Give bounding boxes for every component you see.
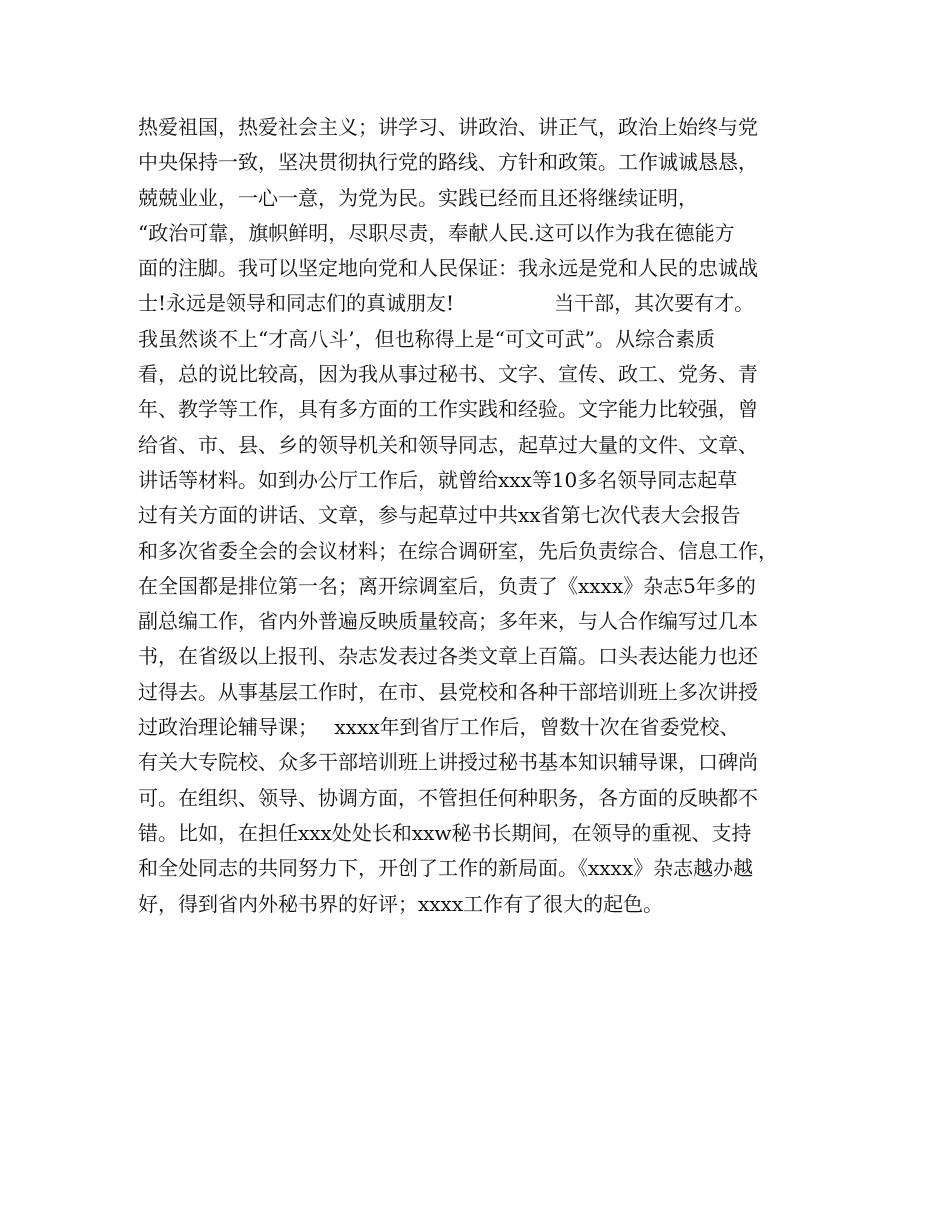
text-line-3: 兢兢业业，一心一意，为党为民。实践已经而且还将继续证明， (138, 185, 698, 210)
text-line-6: 士!永远是领导和同志们的真诚朋友! 当干部，其次要有才。 (138, 291, 755, 316)
text-line-15: 副总编工作，省内外普遍反映质量较高；多年来，与人合作编写过几本 (138, 609, 758, 634)
text-line-7: 我虽然谈不上“才高八斗’，但也称得上是“可文可武”。从综合素质 (138, 326, 716, 351)
body-paragraph (138, 110, 838, 922)
text-line-22: 和全处同志的共同努力下，开创了工作的新局面。《xxxx》杂志越办越 (138, 856, 754, 881)
text-line-23: 好，得到省内外秘书界的好评；xxxx工作有了很大的起色。 (138, 891, 664, 916)
text-line-2: 中央保持一致，坚决贯彻执行党的路线、方针和政策。工作诚诚恳恳， (138, 150, 758, 175)
text-line-19: 有关大专院校、众多干部培训班上讲授过秘书基本知识辅导课，口碑尚 (138, 750, 758, 775)
text-line-10: 给省、市、县、乡的领导机关和领导同志，起草过大量的文件、文章、 (138, 432, 758, 457)
text-line-12: 过有关方面的讲话、文章，参与起草过中共xx省第七次代表大会报告 (138, 503, 741, 528)
text-line-16: 书，在省级以上报刊、杂志发表过各类文章上百篇。口头表达能力也还 (138, 644, 758, 669)
text-line-18: 过政治理论辅导课； xxxx年到省厅工作后，曾数十次在省委党校、 (138, 715, 740, 740)
text-line-11: 讲话等材料。如到办公厅工作后，就曾给xxx等10多名领导同志起草 (138, 467, 738, 492)
text-line-4: “政治可靠，旗帜鲜明，尽职尽责，奉献人民.这可以作为我在德能方 (138, 220, 735, 245)
text-line-8: 看，总的说比较高，因为我从事过秘书、文字、宣传、政工、党务、青 (138, 362, 758, 387)
text-line-13: 和多次省委全会的会议材料；在综合调研室，先后负责综合、信息工作， (138, 538, 778, 563)
text-line-5: 面的注脚。我可以坚定地向党和人民保证：我永远是党和人民的忠诚战 (138, 256, 758, 281)
text-line-21: 错。比如，在担任xxx处处长和xxw秘书长期间，在领导的重视、支持 (138, 820, 752, 845)
text-line-20: 可。在组织、领导、协调方面，不管担任何种职务，各方面的反映都不 (138, 785, 758, 810)
text-line-1: 热爱祖国，热爱社会主义；讲学习、讲政治、讲正气，政治上始终与党 (138, 115, 758, 139)
text-line-9: 年、教学等工作，具有多方面的工作实践和经验。文字能力比较强，曾 (138, 397, 758, 422)
text-line-17: 过得去。从事基层工作时，在市、县党校和各种干部培训班上多次讲授 (138, 679, 758, 704)
text-line-14: 在全国都是排位第一名；离开综调室后，负责了《xxxx》杂志5年多的 (138, 573, 756, 598)
